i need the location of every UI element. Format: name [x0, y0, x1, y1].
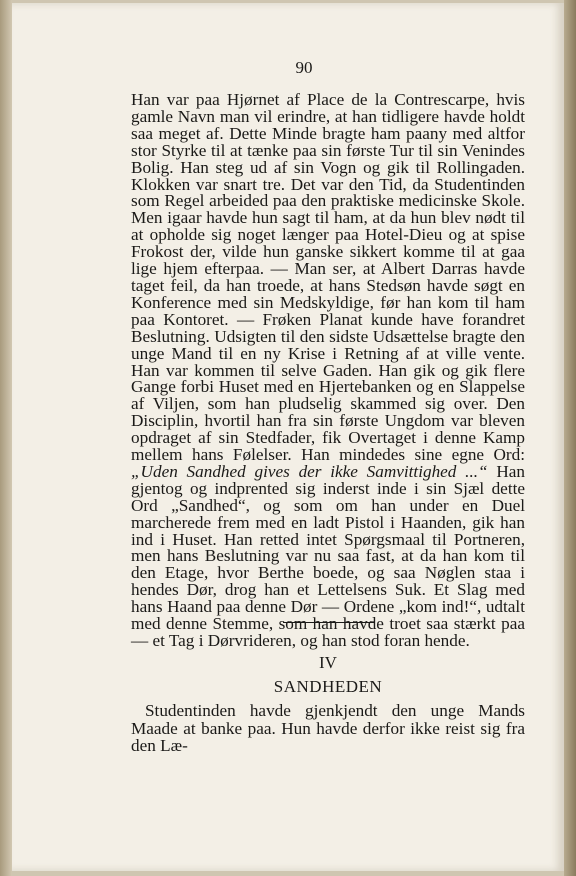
paragraph-1-quote: „Uden Sandhed gives der ikke Samvittighed ...“	[131, 461, 488, 481]
body-paragraph-2	[131, 702, 525, 755]
page-number: 90	[295, 58, 313, 77]
section-divider	[283, 622, 375, 623]
body-paragraph-1	[131, 92, 525, 650]
book-gutter	[564, 0, 576, 876]
chapter-number: IV	[319, 653, 337, 672]
paragraph-1-text-b: Han gjentog og indprented sig inderst inde i sin Sjæl dette Ord „Sandhed“, og som om han under en Duel marcherede frem med en ladt Pistol i Haanden, gik han ind i Huset. Han retted intet Spørgsmaal til Portneren, men hans Beslutning var nu saa fast, at da han kom til den Etage, hvor Berthe boede, og saa Nøglen staa i hendes Dør, drog han et Lettelsens Suk. Et Slag med hans Haand paa denne Dør — Ordene „kom ind!“, udtalt med denne Stemme, som han havde troet saa stærkt paa — et Tag i Dørvrideren, og han stod foran hende.	[131, 461, 526, 650]
paragraph-1	[131, 92, 525, 650]
paragraph-2: Studentinden havde gjenkjendt den unge Mands Maade at banke paa. Hun havde derfor ikke reist sig fra den Læ-	[131, 701, 525, 755]
book-left-edge	[0, 0, 12, 876]
paragraph-1-text-a: Han var paa Hjørnet af Place de la Contrescarpe, hvis gamle Navn man vil erindre, at han tidligere havde holdt saa meget af. Dette Minde bragte ham paany med altfor stor Styrke til at tænke paa sin første Tur til sin Venindes Bolig. Han steg ud af sin Vogn og gik til Rollingaden. Klokken var snart tre. Det var den Tid, da Studentinden som Regel arbeided paa den praktiske medicinske Skole. Men igaar havde hun sagt til ham, at da hun blev nødt til at opholde sig noget længer paa Hotel-Dieu og at spise Frokost der, vilde hun ganske sikkert komme til at gaa lige hjem efterpaa. — Man ser, at Albert Darras havde taget feil, da han troede, at hans Stedsøn havde søgt en Konference med sin Medskyldige, før han kom til ham paa Kontoret. — Frøken Planat kunde have forandret Beslutning. Udsigten til den sidste Udsættelse bragte den unge Mand til en ny Krise i Retning af at ville vente. Han var kommen til selve Gaden. Han gik og gik flere Gange forbi Huset med en Hjertebanken og en Slappelse af Viljen, som han pludselig skammed sig over. Den Disciplin, hvortil han fra sin første Ungdom var bleven opdraget af sin Stedfader, fik Overtaget i denne Kamp mellem hans Følelser. Han mindedes sine egne Ord:	[131, 90, 525, 465]
chapter-title: SANDHEDEN	[273, 677, 383, 696]
